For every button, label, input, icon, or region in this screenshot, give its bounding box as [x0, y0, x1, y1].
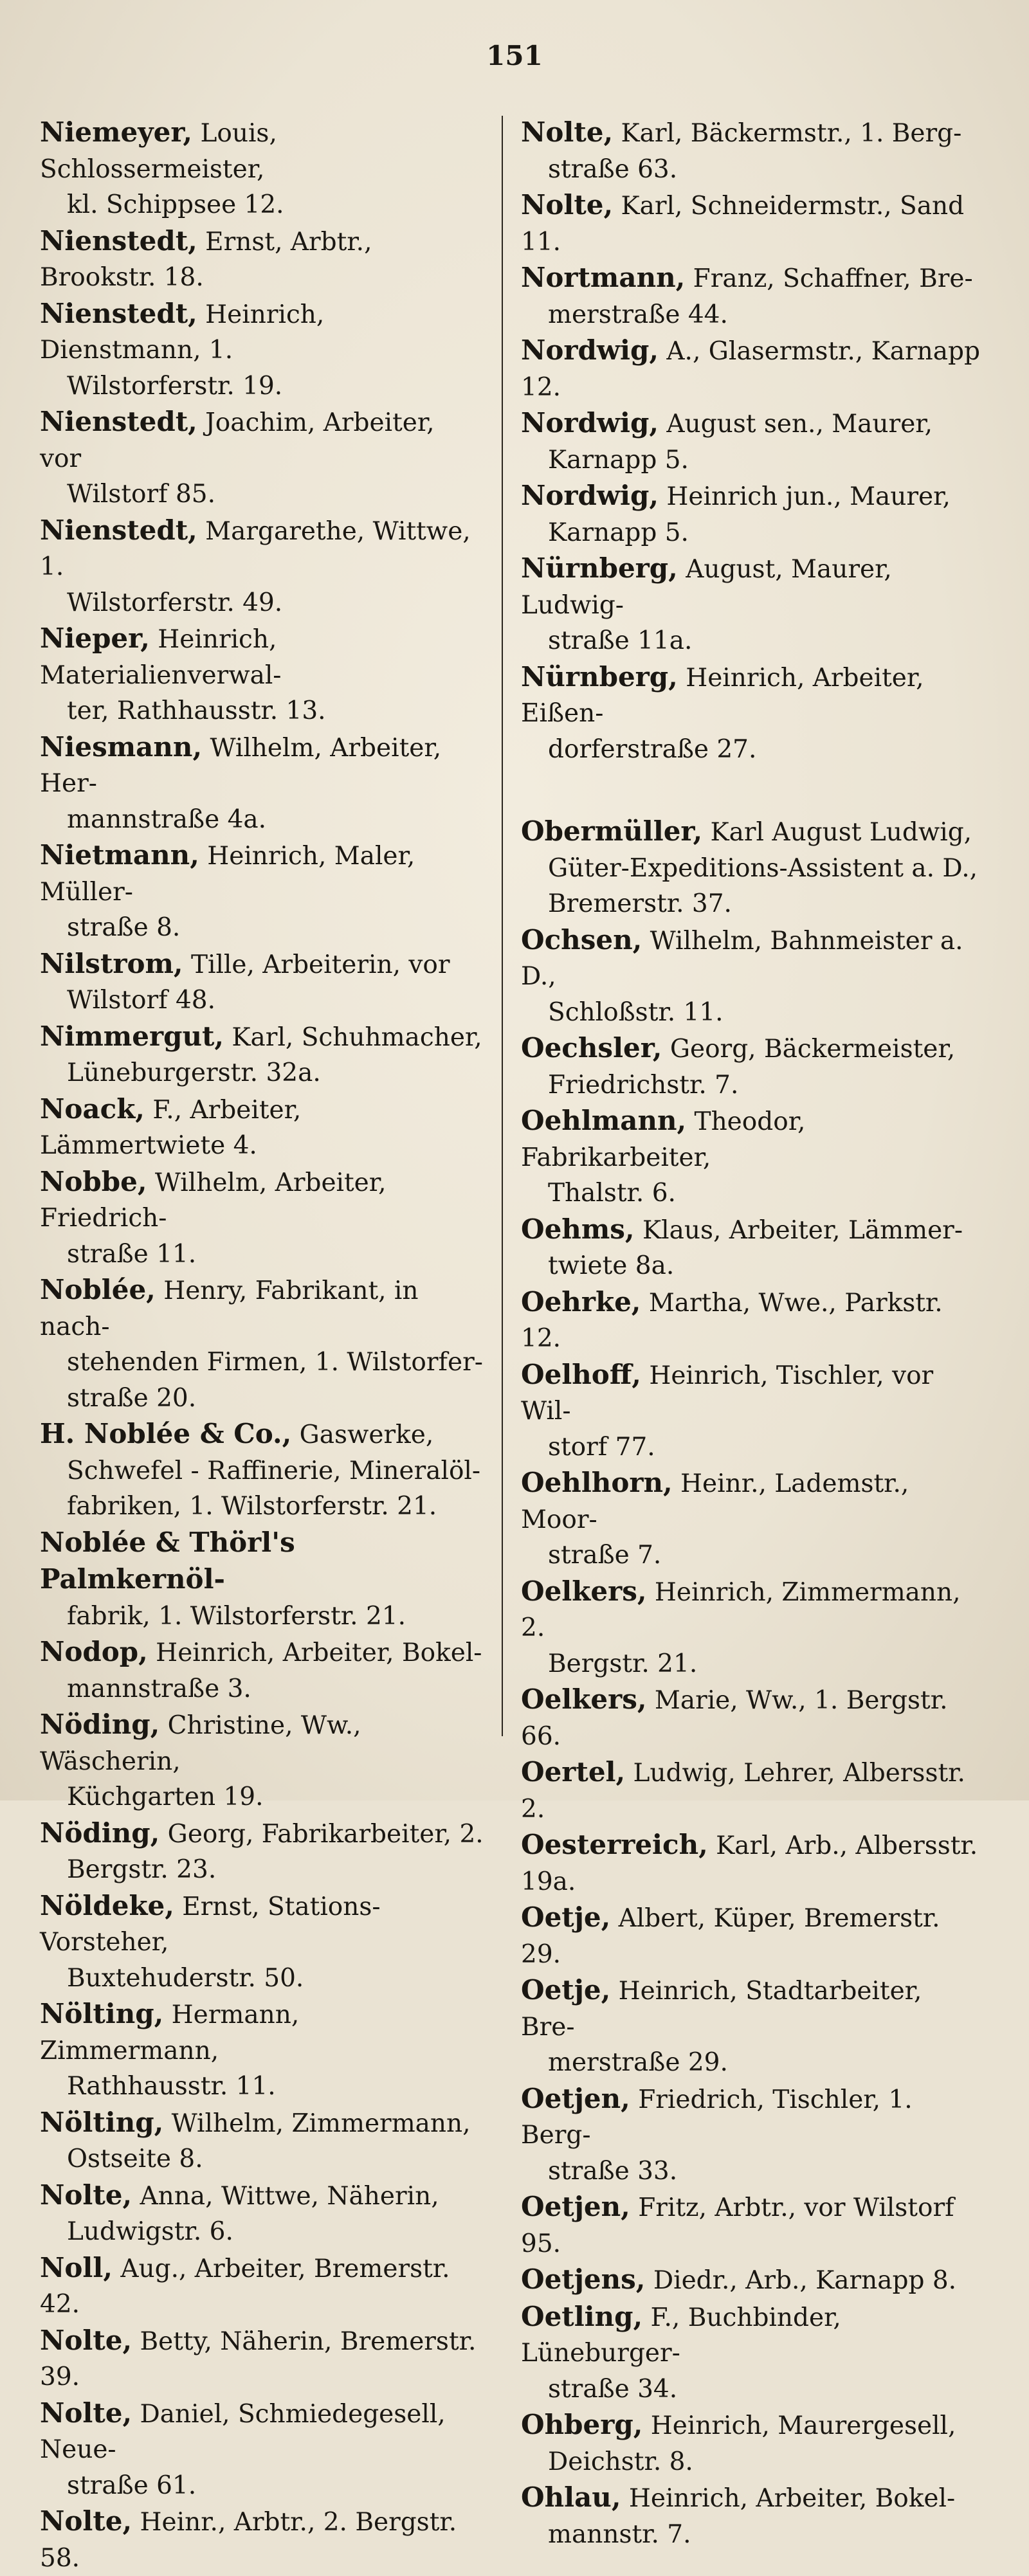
- entry-name: Nordwig,: [521, 407, 659, 439]
- right-column: [521, 114, 981, 2552]
- entry-text: Friedrich, Tischler, 1. Berg-: [521, 2085, 913, 2150]
- entry-first-line: [40, 2323, 484, 2395]
- entry-continuation-line: dorferstraße 27.: [548, 734, 757, 764]
- directory-entry: [521, 1754, 981, 1827]
- entry-continuation-line: straße 63.: [548, 154, 678, 184]
- directory-entry: [521, 659, 981, 768]
- entry-name: Niemeyer,: [40, 116, 193, 148]
- entry-text: Heinrich, Dienstmann, 1.: [40, 300, 325, 365]
- entry-name: Nienstedt,: [40, 514, 197, 546]
- entry-first-line: [521, 2081, 981, 2154]
- directory-entry: [40, 1272, 484, 1416]
- entry-name: Ohberg,: [521, 2409, 643, 2440]
- entry-first-line: [521, 922, 981, 995]
- entry-first-line: [521, 1284, 981, 1357]
- page-number: 151: [486, 40, 543, 71]
- entry-continuation-line: storf 77.: [548, 1432, 655, 1462]
- entry-name: Nietmann,: [40, 839, 199, 871]
- entry-text: Ernst, Arbtr., Brookstr. 18.: [40, 227, 372, 292]
- entry-text: Ernst, Stations-Vorsteher,: [40, 1892, 381, 1957]
- entry-first-line: [40, 729, 484, 802]
- directory-entry: [40, 2323, 484, 2395]
- directory-entry: [40, 2250, 484, 2323]
- directory-entry: [521, 1030, 981, 1103]
- entry-text: Margarethe, Wittwe, 1.: [40, 516, 471, 581]
- entry-first-line: [521, 1900, 981, 1972]
- entry-first-line: [40, 2395, 484, 2468]
- entry-continuation-line: Lüneburgerstr. 32a.: [67, 1058, 321, 1087]
- directory-entry: [521, 187, 981, 260]
- entry-text: Heinrich, Maurergesell,: [642, 2411, 956, 2440]
- entry-first-line: [521, 2299, 981, 2372]
- entry-first-line: [521, 405, 981, 442]
- entry-name: Oehlmann,: [521, 1105, 687, 1136]
- entry-name: Nimmergut,: [40, 1020, 224, 1052]
- entry-name: Nordwig,: [521, 480, 659, 511]
- entry-continuation-line: straße 34.: [548, 2374, 678, 2404]
- entry-continuation-line: twiete 8a.: [548, 1251, 675, 1280]
- directory-entry: [40, 729, 484, 838]
- entry-name: Nienstedt,: [40, 297, 197, 329]
- entry-first-line: [521, 1465, 981, 1537]
- entry-first-line: [40, 2177, 484, 2215]
- entry-first-line: [521, 1030, 981, 1067]
- entry-name: Nolte,: [40, 2397, 132, 2429]
- entry-first-line: [40, 837, 484, 910]
- entry-first-line: [40, 404, 484, 476]
- entry-name: Ochsen,: [521, 923, 642, 956]
- entry-text: Heinr., Arbtr., 2. Bergstr. 58.: [40, 2508, 457, 2573]
- directory-entry: [40, 2395, 484, 2504]
- entry-first-line: [40, 1707, 484, 1779]
- entry-first-line: [521, 550, 981, 623]
- entry-text: F., Arbeiter, Lämmertwiete 4.: [40, 1095, 302, 1160]
- entry-name: Nölting,: [40, 2106, 164, 2138]
- entry-continuation-line: ter, Rathhausstr. 13.: [67, 696, 326, 725]
- directory-entry: [521, 2299, 981, 2408]
- entry-first-line: [521, 478, 981, 515]
- directory-entry: [40, 512, 484, 621]
- entry-text: Wilhelm, Zimmermann,: [163, 2109, 471, 2138]
- directory-entry: [521, 1284, 981, 1357]
- entry-text: Franz, Schaffner, Bre-: [685, 264, 973, 293]
- entry-text: Tille, Arbeiterin, vor: [183, 950, 450, 979]
- directory-entry: [40, 114, 484, 223]
- entry-text: Joachim, Arbeiter, vor: [40, 408, 435, 473]
- entry-continuation-line: Friedrichstr. 7.: [548, 1070, 739, 1100]
- entry-name: Nienstedt,: [40, 406, 197, 437]
- entry-continuation-line: straße 11.: [67, 1239, 197, 1269]
- entry-text: Heinrich, Maler, Müller-: [40, 842, 415, 907]
- entries-o-section: [521, 813, 981, 2552]
- entry-first-line: [40, 296, 484, 368]
- entry-text: Wilhelm, Arbeiter, Friedrich-: [40, 1168, 387, 1233]
- entry-continuation-line: Buxtehuderstr. 50.: [67, 1963, 304, 1993]
- entry-text: Georg, Fabrikarbeiter, 2.: [159, 1819, 484, 1849]
- entry-name: Nolte,: [40, 2505, 132, 2537]
- entry-first-line: [521, 659, 981, 732]
- entry-continuation-line: Karnapp 5.: [548, 445, 689, 475]
- entry-name: Oehlhorn,: [521, 1467, 673, 1498]
- entry-continuation-line: Wilstorf 48.: [67, 986, 216, 1015]
- entry-first-line: [40, 946, 484, 983]
- directory-entry: [40, 2177, 484, 2250]
- entry-continuation-line: Deichstr. 8.: [548, 2447, 693, 2476]
- entry-first-line: [521, 1211, 981, 1249]
- entry-text: Heinrich, Arbeiter, Bokel-: [621, 2484, 956, 2513]
- entry-name: Nieper,: [40, 622, 150, 654]
- entry-first-line: [40, 1416, 484, 1453]
- entry-name: Nolte,: [521, 189, 614, 221]
- entry-first-line: [40, 1019, 484, 1056]
- directory-entry: [40, 1091, 484, 1164]
- directory-entry: [521, 550, 981, 659]
- left-column: [40, 114, 484, 2576]
- entry-name: Nordwig,: [521, 334, 659, 366]
- entry-text: Ludwig, Lehrer, Albersstr. 2.: [521, 1759, 965, 1824]
- entry-first-line: [40, 1815, 484, 1853]
- entry-name: Oelkers,: [521, 1575, 647, 1607]
- entry-text: F., Buchbinder, Lüneburger-: [521, 2303, 841, 2368]
- directory-entry: [521, 1211, 981, 1284]
- entry-name: Oetje,: [521, 1901, 611, 1933]
- entry-continuation-line: mannstraße 3.: [67, 1674, 251, 1703]
- entry-first-line: [521, 332, 981, 405]
- directory-entry: [521, 813, 981, 922]
- directory-entry: [40, 1888, 484, 1997]
- entry-text: Louis, Schlossermeister,: [40, 119, 277, 184]
- directory-entry: [40, 1815, 484, 1888]
- entry-text: Wilhelm, Arbeiter, Her-: [40, 733, 442, 798]
- directory-entry: [521, 478, 981, 550]
- entry-first-line: [40, 2105, 484, 2142]
- entry-text: Fritz, Arbtr., vor Wilstorf 95.: [521, 2193, 954, 2258]
- entry-continuation-line: Wilstorferstr. 19.: [67, 371, 283, 401]
- entry-text: Aug., Arbeiter, Bremerstr. 42.: [40, 2254, 450, 2319]
- entry-text: Karl, Schuhmacher,: [224, 1022, 482, 1052]
- entry-continuation-line: Küchgarten 19.: [67, 1782, 264, 1811]
- entry-first-line: [521, 260, 981, 297]
- entry-name: Nöding,: [40, 1709, 160, 1740]
- entry-text: Heinr., Lademstr., Moor-: [521, 1469, 909, 1534]
- entry-name: Nilstrom,: [40, 947, 183, 979]
- entry-continuation-line: kl. Schippsee 12.: [67, 190, 284, 219]
- entry-continuation-line: stehenden Firmen, 1. Wilstorfer-: [67, 1348, 483, 1377]
- entry-first-line: [40, 1164, 484, 1237]
- entry-name: Oetjen,: [521, 2082, 630, 2114]
- entry-text: Klaus, Arbeiter, Lämmer-: [634, 1215, 963, 1245]
- directory-entry: [521, 2189, 981, 2262]
- entry-name: Ohlau,: [521, 2481, 621, 2513]
- entry-continuation-line: Rathhausstr. 11.: [67, 2072, 276, 2101]
- entry-name: Noll,: [40, 2251, 113, 2283]
- entry-continuation-line: straße 7.: [548, 1541, 662, 1570]
- entry-continuation-line: Bremerstr. 37.: [548, 889, 732, 918]
- entry-continuation-line: fabrik, 1. Wilstorferstr. 21.: [67, 1601, 406, 1631]
- entry-text: Gaswerke,: [291, 1420, 434, 1449]
- entry-name: Nienstedt,: [40, 224, 197, 257]
- entry-first-line: [521, 114, 981, 152]
- entry-name: Niesmann,: [40, 730, 203, 763]
- entry-text: Heinrich, Stadtarbeiter, Bre-: [521, 1977, 922, 2042]
- entry-name: Nolte,: [40, 2324, 132, 2356]
- entry-name: Oetling,: [521, 2300, 643, 2332]
- entry-name: Oetje,: [521, 1974, 611, 2006]
- entry-first-line: [40, 223, 484, 296]
- entry-name: Obermüller,: [521, 815, 703, 847]
- entry-name: Nortmann,: [521, 262, 686, 293]
- entry-text: Karl, Arb., Albersstr. 19a.: [521, 1831, 978, 1896]
- directory-entry: [40, 1164, 484, 1273]
- entry-first-line: [521, 1682, 981, 1754]
- entry-continuation-line: straße 33.: [548, 2156, 678, 2186]
- entry-continuation-line: Wilstorferstr. 49.: [67, 588, 283, 617]
- entries-n-section: [521, 114, 981, 767]
- directory-entry: [40, 946, 484, 1019]
- directory-entry: [40, 1019, 484, 1091]
- section-gap: [521, 767, 981, 813]
- entry-text: Christine, Ww., Wäscherin,: [40, 1711, 361, 1776]
- entry-continuation-line: Thalstr. 6.: [548, 1179, 676, 1208]
- entry-continuation-line: Bergstr. 23.: [67, 1855, 217, 1884]
- directory-entry: [521, 1357, 981, 1465]
- entry-text: Karl, Bäckermstr., 1. Berg-: [613, 119, 962, 148]
- directory-entry: [40, 1707, 484, 1815]
- entry-text: Anna, Wittwe, Näherin,: [132, 2181, 439, 2211]
- entry-first-line: [40, 1634, 484, 1671]
- entry-continuation-line: Güter-Expeditions-Assistent a. D.,: [548, 853, 978, 883]
- entry-text: A., Glasermstr., Karnapp 12.: [521, 337, 980, 402]
- entry-name: Oertel,: [521, 1756, 626, 1788]
- entry-continuation-line: Karnapp 5.: [548, 518, 689, 547]
- entry-continuation-line: Schloßstr. 11.: [548, 997, 724, 1027]
- entry-continuation-line: straße 11a.: [548, 626, 693, 655]
- entry-continuation-line: fabriken, 1. Wilstorferstr. 21.: [67, 1492, 437, 1521]
- entry-continuation-line: Bergstr. 21.: [548, 1649, 698, 1678]
- entry-name: Oelhoff,: [521, 1358, 641, 1390]
- entry-name: Nolte,: [40, 2179, 132, 2211]
- entry-first-line: [521, 2480, 981, 2517]
- directory-entry: [40, 2105, 484, 2177]
- directory-entry: [521, 2081, 981, 2190]
- entry-name: Nölting,: [40, 1998, 164, 2029]
- entry-name: Nobbe,: [40, 1165, 147, 1197]
- entry-name: Noblée & Thörl's Palmkernöl-: [40, 1526, 295, 1595]
- entry-continuation-line: straße 8.: [67, 913, 181, 942]
- entry-text: Karl, Schneidermstr., Sand 11.: [521, 192, 965, 257]
- directory-entry: [521, 2262, 981, 2299]
- entry-name: Oesterreich,: [521, 1829, 708, 1860]
- entry-text: Heinrich, Materialienverwal-: [40, 625, 282, 690]
- entry-first-line: [40, 1525, 484, 1599]
- directory-entry: [40, 1996, 484, 2105]
- directory-entry: [521, 1103, 981, 1211]
- directory-entry: [521, 1574, 981, 1682]
- entry-name: Nodop,: [40, 1636, 148, 1667]
- entry-name: H. Noblée & Co.,: [40, 1418, 292, 1449]
- entry-first-line: [40, 1996, 484, 2069]
- entry-text: Daniel, Schmiedegesell, Neue-: [40, 2399, 446, 2464]
- entry-text: Heinrich jun., Maurer,: [659, 482, 951, 511]
- directory-entry: [40, 296, 484, 404]
- entry-text: Heinrich, Arbeiter, Eißen-: [521, 663, 924, 728]
- entry-first-line: [521, 813, 981, 851]
- entry-first-line: [521, 1103, 981, 1175]
- entry-continuation-line: merstraße 44.: [548, 300, 728, 329]
- entry-first-line: [521, 187, 981, 260]
- directory-entry: [521, 332, 981, 405]
- entry-continuation-line: straße 20.: [67, 1383, 197, 1413]
- entry-continuation-line: Ludwigstr. 6.: [67, 2217, 233, 2246]
- entry-text: Martha, Wwe., Parkstr. 12.: [521, 1288, 943, 1353]
- entry-first-line: [521, 2189, 981, 2262]
- entry-name: Oetjen,: [521, 2191, 630, 2222]
- entry-text: Henry, Fabrikant, in nach-: [40, 1276, 419, 1341]
- entry-name: Oelkers,: [521, 1683, 647, 1715]
- entry-continuation-line: merstraße 29.: [548, 2048, 728, 2077]
- entry-text: Georg, Bäckermeister,: [662, 1035, 956, 1064]
- entry-text: Theodor, Fabrikarbeiter,: [521, 1107, 806, 1172]
- directory-entry: [40, 404, 484, 512]
- entry-first-line: [40, 512, 484, 585]
- directory-entry: [521, 1465, 981, 1574]
- entry-continuation-line: Ostseite 8.: [67, 2145, 203, 2173]
- entry-name: Noblée,: [40, 1274, 156, 1305]
- directory-entry: [521, 2407, 981, 2480]
- directory-entry: [40, 223, 484, 296]
- directory-entry: [521, 1972, 981, 2081]
- entry-continuation-line: Schwefel - Raffinerie, Mineralöl-: [67, 1456, 481, 1485]
- entry-first-line: [40, 2250, 484, 2323]
- entry-text: Diedr., Arb., Karnapp 8.: [645, 2266, 957, 2295]
- entry-name: Oehms,: [521, 1213, 635, 1245]
- entry-text: August, Maurer, Ludwig-: [521, 555, 892, 620]
- entry-name: Nöldeke,: [40, 1889, 174, 1921]
- directory-entry: [521, 405, 981, 478]
- entry-first-line: [40, 114, 484, 187]
- directory-entry: [521, 260, 981, 332]
- entry-text: Heinrich, Arbeiter, Bokel-: [147, 1638, 482, 1667]
- entry-text: Hermann, Zimmermann,: [40, 2000, 300, 2065]
- entry-first-line: [521, 2262, 981, 2299]
- entry-continuation-line: mannstr. 7.: [548, 2519, 691, 2549]
- entry-text: Betty, Näherin, Bremerstr. 39.: [40, 2327, 477, 2391]
- entry-name: Noack,: [40, 1093, 145, 1125]
- directory-entry: [521, 922, 981, 1031]
- column-divider: [502, 116, 503, 1736]
- directory-entry: [40, 2503, 484, 2576]
- directory-entry: [40, 837, 484, 946]
- entry-name: Oechsler,: [521, 1032, 662, 1064]
- entry-name: Nürnberg,: [521, 552, 678, 584]
- directory-entry: [40, 1634, 484, 1707]
- directory-entry: [521, 2480, 981, 2552]
- entry-first-line: [40, 1888, 484, 1961]
- entry-first-line: [40, 2503, 484, 2576]
- entry-continuation-line: Wilstorf 85.: [67, 480, 216, 509]
- entry-name: Nürnberg,: [521, 660, 678, 693]
- entry-continuation-line: mannstraße 4a.: [67, 804, 267, 834]
- entry-text: Wilhelm, Bahnmeister a. D.,: [521, 926, 963, 991]
- entry-first-line: [521, 1574, 981, 1646]
- entry-name: Oetjens,: [521, 2263, 646, 2295]
- directory-entry: [521, 1827, 981, 1900]
- entry-first-line: [521, 1972, 981, 2045]
- directory-entry: [40, 621, 484, 729]
- entry-first-line: [40, 621, 484, 693]
- entry-first-line: [521, 2407, 981, 2444]
- entry-first-line: [521, 1827, 981, 1900]
- directory-entry: [521, 1900, 981, 1972]
- entry-text: Marie, Ww., 1. Bergstr. 66.: [521, 1686, 948, 1751]
- entry-name: Oehrke,: [521, 1285, 641, 1318]
- directory-entry: [40, 1416, 484, 1525]
- directory-entry: [521, 114, 981, 187]
- directory-entry: [40, 1525, 484, 1635]
- entry-name: Nöding,: [40, 1817, 160, 1849]
- entry-text: Albert, Küper, Bremerstr. 29.: [521, 1904, 940, 1969]
- entry-continuation-line: straße 61.: [67, 2471, 197, 2500]
- entry-text: August sen., Maurer,: [659, 410, 933, 439]
- entry-name: Nolte,: [521, 116, 614, 148]
- entry-first-line: [40, 1091, 484, 1164]
- entry-text: Karl August Ludwig,: [702, 818, 972, 847]
- entry-first-line: [40, 1272, 484, 1345]
- entry-first-line: [521, 1357, 981, 1429]
- entry-text: Heinrich, Zimmermann, 2.: [521, 1577, 961, 1642]
- entry-first-line: [521, 1754, 981, 1827]
- directory-entry: [521, 1682, 981, 1754]
- entry-text: Heinrich, Tischler, vor Wil-: [521, 1361, 934, 1426]
